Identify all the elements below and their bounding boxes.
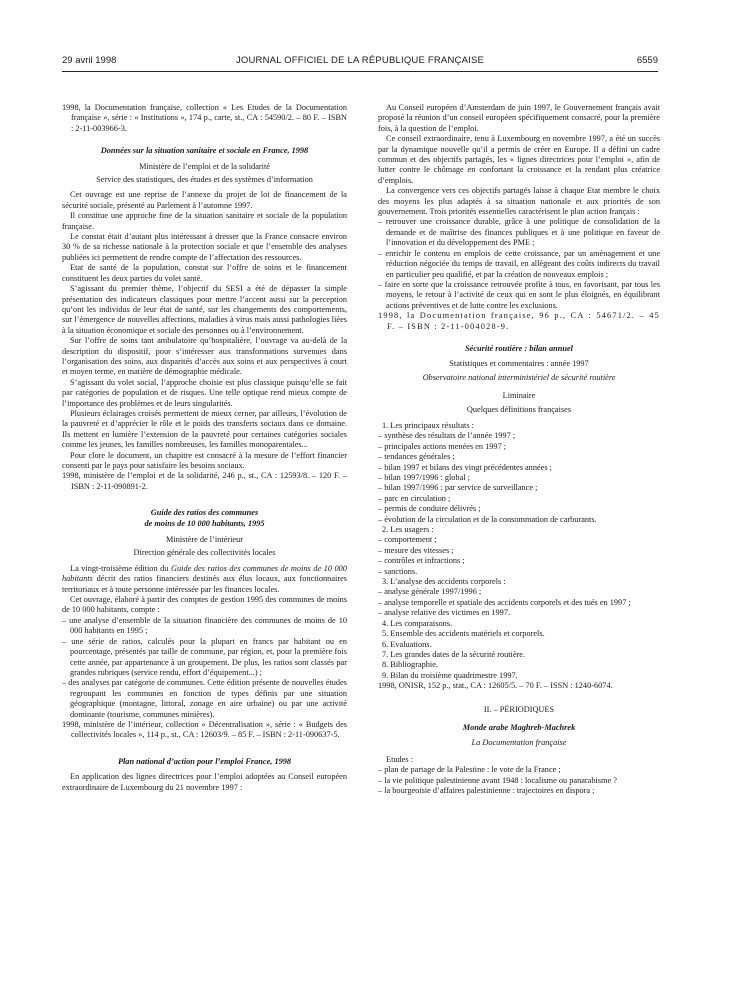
list-item: – une analyse d’ensemble de la situation financière des communes de moins de 10 000 habitants en 1995 ;: [62, 615, 347, 636]
paragraph: Sur l’offre de soins tant ambulatoire qu’hospitalière, l’ouvrage va au-delà de la description du dispositif, pour s’intéresser aux transformations survenues dans l’organisation des soins, aux disparités d’accès aux soins et aux perspectives à court et moyen terme, en matière de démographie médicale.: [62, 336, 347, 377]
organization-name: Observatoire national interministériel de sécurité routière: [422, 372, 616, 382]
subsection-heading: Quelques définitions françaises: [466, 404, 572, 414]
contents-item: – contrôles et infractions ;: [378, 556, 465, 566]
contents-item: – bilan 1997/1996 : par service de surveillance ;: [378, 483, 538, 493]
contents-item: – évolution de la circulation et de la consommation de carburants.: [378, 514, 597, 524]
paragraph: Etat de santé de la population, constat sur l’offre de soins et le financement constituent les deux parties du volet santé.: [62, 263, 347, 283]
ministry-name: Ministère de l’emploi et de la solidarité: [139, 161, 270, 171]
guide-title: Guide des ratios des communes de moins de 10 000 habitants: [62, 563, 347, 584]
left-column: [62, 103, 347, 793]
page-header: [62, 55, 658, 69]
paragraph: Au Conseil européen d’Amsterdam de juin 1997, le Gouvernement français avait proposé la réunion d’un conseil européen spécifiquement consacré, pour la première fois, à la question de l’emploi.: [378, 103, 660, 133]
contents-chapter: 5. Ensemble des accidents matériels et corporels.: [382, 629, 545, 639]
section-title-line: Guide des ratios des communes: [150, 508, 259, 518]
contents-chapter: 2. Les usagers :: [382, 525, 434, 535]
contents-item: – parc en circulation ;: [378, 493, 451, 503]
contents-chapter: 8. Bibliographie.: [382, 660, 438, 670]
contents-item: – bilan 1997 et bilans des vingt précédentes années ;: [378, 462, 552, 472]
list-item: – retrouver une croissance durable, grâce à une politique de consolidation de la demande et de maîtrise des finances publiques et à une politique en faveur de l’innovation et du développement des PME ;: [378, 217, 660, 248]
reference-entry: 1998, la Documentation française, 96 p., CA : 54671/2. – 45 F. – ISBN : 2-11-004028-9.: [378, 311, 660, 331]
section-title: Plan national d’action pour l’emploi France, 1998: [117, 756, 292, 766]
list-item: – plan de partage de la Palestine : le vote de la France ;: [378, 765, 561, 775]
contents-item: – mesure des vitesses ;: [378, 545, 454, 555]
section-title: [62, 508, 347, 529]
ministry-name: Ministère de l’intérieur: [166, 535, 243, 545]
paragraph: Ce conseil extraordinaire, tenu à Luxembourg en novembre 1997, a été un succès par la dynamique nouvelle qu’il a permis de créer en Europe. Il a défini un cadre commun et des objectifs partagés, les « lignes directrices pour l’emploi », afin de lutter contre le chômage en confortant la croissance et la rendant plus créatrice d’emplois.: [378, 134, 660, 185]
section-title: Sécurité routière : bilan annuel: [465, 343, 573, 353]
paragraph: Il constitue une approche fine de la situation sanitaire et sociale de la population française.: [62, 211, 347, 231]
paragraph: Le constat était d’autant plus intéressant à dresser que la France consacre environ 30 % de sa richesse nationale à la protection sociale et que l’ensemble des analyses publiées ici permettent de rendre compte de l’affectation des ressources.: [62, 232, 347, 262]
header-rule: [62, 71, 658, 72]
section-subtitle: Statistiques et commentaires : année 1997: [449, 359, 589, 369]
contents-item: – permis de conduire délivrés ;: [378, 504, 481, 514]
paragraph: S’agissant du volet social, l’approche choisie est plus classique puisqu’elle se fait par catégories de population et de risques. Une telle optique rend mieux compte de l’importance des problèmes et de leurs singularités.: [62, 377, 347, 408]
list-item: – une série de ratios, calculés pour la plupart en francs par habitant ou en pourcentage, présentés par taille de commune, par région, et, pour la première fois cette année, par appartenance à un groupement. De plus, les ratios sont classés par grandes rubriques (service rendu, effort d’équipement...) ;: [62, 636, 347, 677]
reference-entry: 1998, la Documentation française, collection « Les Etudes de la Documentation française », série : « Institutions », 174 p., carte, st., CA : 54590/2. – 80 F. – ISBN : 2-11-003966-3.: [62, 103, 347, 133]
service-name: Service des statistiques, des études et des systèmes d’information: [96, 175, 313, 185]
paragraph: La convergence vers ces objectifs partagés laisse à chaque Etat membre le choix des moyens les plus adaptés à sa situation nationale et aux priorités de son gouvernement. Trois priorités essentielles caractérisent le plan action français :: [378, 186, 660, 217]
contents-item: – bilan 1997/1996 : global ;: [378, 473, 470, 482]
header-date: 29 avril 1998: [62, 55, 117, 66]
contents-item: – principales actions menées en 1997 ;: [378, 441, 507, 451]
contents-item: – sanctions.: [378, 566, 418, 576]
header-journal-title: JOURNAL OFFICIEL DE LA RÉPUBLIQUE FRANÇAISE: [235, 55, 485, 66]
paragraph: Cet ouvrage, élaboré à partir des comptes de gestion 1995 des communes de moins de 10 000 habitants, compte :: [62, 595, 347, 615]
list-item: – enrichir le contenu en emplois de cette croissance, par un aménagement et une réduction négociée du temps de travail, en allégeant des coûts indirects du travail en particulier peu qualifié, et par la création de nouveaux emplois ;: [378, 248, 660, 279]
paragraph: Pour clore le document, un chapitre est consacré à la mesure de l’effort financier consenti par le pays pour satisfaire les besoins sociaux.: [62, 450, 347, 470]
list-item: – des analyses par catégorie de communes. Cette édition présente de nouvelles études regroupant les communes en fonction de types définis par une situation géographique (montagne, littoral, zonage en aire urbaine) ou par une activité dominante (tourisme, communes minières).: [62, 678, 347, 719]
publisher-name: La Documentation française: [471, 738, 567, 748]
contents-chapter: 6. Evaluations.: [382, 639, 432, 649]
contents-item: – tendances générales ;: [378, 452, 455, 462]
reference-entry: 1998, ministère de l’emploi et de la solidarité, 246 p., st., CA : 12593/8. – 120 F. – ISBN : 2-11-090891-2.: [62, 471, 347, 491]
subsection-heading: Liminaire: [502, 391, 536, 401]
reference-entry: 1998, ONISR, 152 p., stat., CA : 12605/5. – 70 F. – ISSN : 1240-6074.: [378, 681, 613, 691]
part-heading: II. – PÉRIODIQUES: [483, 704, 555, 714]
etudes-label: Etudes :: [386, 754, 413, 764]
header-page-number: 6559: [636, 55, 658, 66]
contents-chapter: 9. Bilan du troisième quadrimestre 1997.: [382, 670, 518, 680]
right-column: [378, 103, 660, 796]
section-title: Monde arabe Maghreb-Machrek: [462, 722, 576, 732]
reference-entry: 1998, ministère de l’intérieur, collection « Décentralisation », série : « Budgets des collectivités locales », 114 p., st., CA : 12603/9. – 85 F. – ISBN : 2-11-090637-5.: [62, 719, 347, 740]
contents-chapter: 7. Les grandes dates de la sécurité routière.: [382, 649, 526, 659]
list-item: – la bourgeoisie d’affaires palestinienne : trajectoires en dispora ;: [378, 785, 595, 795]
paragraph: S’agissant du premier thème, l’objectif du SESI a été de dépasser la simple présentation des indicateurs classiques pour mettre l’accent aussi sur la perception qu’ont les individus de leur état de santé, sur les changements des comportements, sur l’émergence de nouvelles affections, maladies à virus mais aussi pathologies liées à la situation économique et sociale des personnes ou à l’environnement.: [62, 284, 347, 335]
contents-item: – synthèse des résultats de l’année 1997 ;: [378, 431, 516, 441]
list-item: – la vie politique palestinienne avant 1948 : localisme ou panarabisme ?: [378, 775, 617, 785]
direction-name: Direction générale des collectivités locales: [133, 548, 276, 558]
list-item: – faire en sorte que la croissance retrouvée profite à tous, en favorisant, par tous les moyens, le retour à l’activité de ceux qui en sont le plus éloignés, en équilibrant actions préventives et de lutte contre les exclusions.: [378, 279, 660, 310]
contents-list: [378, 421, 660, 681]
paragraph: En application des lignes directrices pour l’emploi adoptées au Conseil européen extraordinaire de Luxembourg du 21 novembre 1997 :: [62, 772, 347, 792]
contents-item: – analyse relative des victimes en 1997.: [378, 608, 511, 618]
contents-item: – analyse générale 1997/1996 ;: [378, 587, 482, 597]
contents-chapter: 1. Les principaux résultats :: [382, 420, 474, 430]
paragraph: La vingt-troisième édition du Guide des ratios des communes de moins de 10 000 habitants décrit des ratios financiers destinés aux élus locaux, aux fonctionnaires territoriaux et à toute personne intéressée par les finances locales.: [62, 563, 347, 594]
contents-item: – comportement ;: [378, 535, 437, 545]
contents-chapter: 3. L’analyse des accidents corporels :: [382, 577, 506, 587]
section-title-line: de moins de 10 000 habitants, 1995: [144, 518, 265, 528]
contents-item: – analyse temporelle et spatiale des accidents corporels et des tués en 1997 ;: [378, 597, 631, 607]
paragraph: Cet ouvrage est une reprise de l’annexe du projet de loi de financement de la sécurité sociale, présenté au Parlement à l’automne 1997.: [62, 190, 347, 210]
contents-chapter: 4. Les comparaisons.: [382, 618, 453, 628]
paragraph: Plusieurs éclairages croisés permettent de mieux cerner, par ailleurs, l’évolution de la pauvreté et d’apprécier le rôle et le poids des transferts sociaux dans ce domaine. Ils mettent en lumière l’extension de la pauvreté pour certaines catégories sociales comme les jeunes, les familles nombreuses, les familles monoparentales...: [62, 408, 347, 450]
section-title: Données sur la situation sanitaire et sociale en France, 1998: [100, 146, 309, 156]
